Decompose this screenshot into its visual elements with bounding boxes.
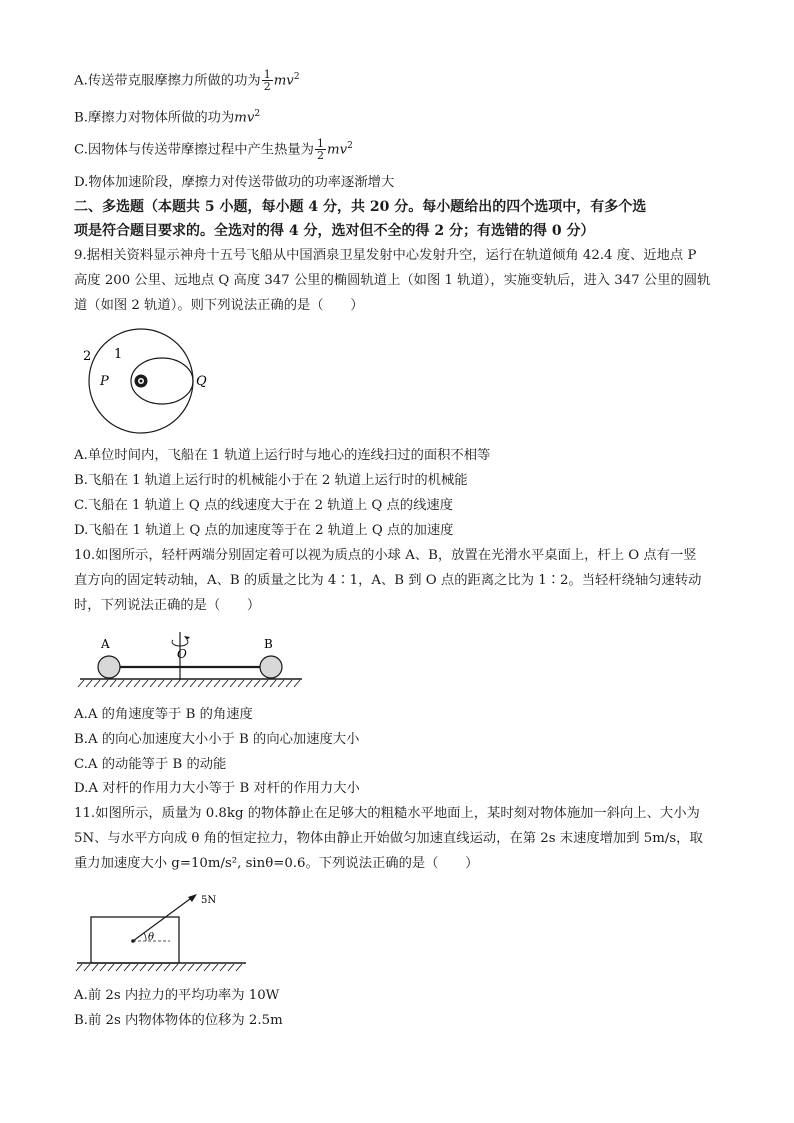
rod-diagram — [76, 630, 306, 690]
formula-mv: mv — [273, 73, 294, 89]
q9-option-c: C.飞船在 1 轨道上 Q 点的线速度大于在 2 轨道上 Q 点的线速度 — [74, 498, 453, 513]
label-ball-b: B — [264, 637, 273, 651]
q9-stem-line-1: 9.据相关资料显示神舟十五号飞船从中国酒泉卫星发射中心发射升空，运行在轨道倾角 42.4 度、近地点 P — [74, 248, 697, 263]
superscript: 2 — [254, 109, 261, 119]
label-axis-o: O — [177, 647, 187, 661]
ground-hatch — [78, 680, 300, 687]
q10-option-d: D.A 对杆的作用力大小等于 B 对杆的作用力大小 — [74, 781, 360, 796]
fraction-denominator: 2 — [316, 149, 324, 163]
q11-stem-line-1: 11.如图所示，质量为 0.8kg 的物体静止在足够大的粗糙水平地面上，某时刻对物体施加一斜向上、大小为 — [74, 806, 700, 821]
fraction-numerator: 1 — [316, 137, 324, 151]
fraction-numerator: 1 — [263, 68, 271, 82]
fraction-denominator: 2 — [263, 80, 271, 94]
label-point-p: P — [100, 374, 109, 389]
q8-option-a-text: A.传送带克服摩擦力所做的功为 — [74, 73, 261, 89]
ball-b — [260, 656, 282, 678]
superscript: 2 — [293, 72, 300, 82]
q10-stem-line-2: 直方向的固定转动轴，A、B 的质量之比为 4∶1，A、B 到 O 点的距离之比为 1∶2。当轻杆绕轴匀速转动 — [74, 573, 702, 588]
arrow-head-icon — [188, 894, 197, 902]
q10-stem-line-1: 10.如图所示，轻杆两端分别固定着可以视为质点的小球 A、B，放置在光滑水平桌面上，杆上 O 点有一竖 — [74, 548, 697, 563]
q9-stem-line-2: 高度 200 公里、远地点 Q 高度 347 公里的椭圆轨道上（如图 1 轨道），实施变轨后，进入 347 公里的圆轨 — [74, 273, 711, 288]
fraction-half — [315, 138, 326, 161]
formula-mv: mv — [326, 142, 348, 158]
q9-option-b: B.飞船在 1 轨道上运行时的机械能小于在 2 轨道上运行时的机械能 — [74, 473, 468, 488]
label-theta: θ — [148, 932, 155, 943]
fraction-half — [262, 69, 273, 92]
label-force: 5N — [201, 895, 217, 906]
q9-option-d: D.飞船在 1 轨道上 Q 点的加速度等于在 2 轨道上 Q 点的加速度 — [74, 523, 454, 538]
q11-stem-line-2: 5N、与水平方向成 θ 角的恒定拉力，物体由静止开始做匀加速直线运动，在第 2s 末速度增加到 5m/s，取 — [74, 831, 703, 846]
q9-option-a: A.单位时间内，飞船在 1 轨道上运行时与地心的连线扫过的面积不相等 — [74, 448, 491, 463]
ball-a — [98, 656, 120, 678]
q8-option-b — [74, 104, 724, 128]
q10-option-b: B.A 的向心加速度大小小于 B 的向心加速度大小 — [74, 732, 360, 747]
section-header-line-2: 项是符合题目要求的。全选对的得 4 分，选对但不全的得 2 分；有选错的得 0 分） — [74, 223, 595, 239]
q10-stem-line-3: 时，下列说法正确的是（ ） — [74, 598, 261, 613]
q10-option-a: A.A 的角速度等于 B 的角速度 — [74, 707, 253, 722]
label-point-q: Q — [196, 374, 207, 389]
q8-option-b-text: B.摩擦力对物体所做的功为 — [74, 110, 235, 126]
q9-stem-line-3: 道（如图 2 轨道）。则下列说法正确的是（ ） — [74, 298, 364, 313]
q11-option-b: B.前 2s 内物体物体的位移为 2.5m — [74, 1013, 283, 1028]
force-diagram — [74, 888, 249, 974]
q11-option-a: A.前 2s 内拉力的平均功率为 10W — [74, 988, 280, 1003]
ground-hatch — [76, 964, 242, 971]
formula-mv: mv — [234, 110, 255, 126]
q8-option-c-text: C.因物体与传送带摩擦过程中产生热量为 — [74, 142, 314, 158]
section-header-line-1: 二、多选题（本题共 5 小题，每小题 4 分，共 20 分。每小题给出的四个选项中，有多个选 — [74, 199, 647, 215]
q10-option-c: C.A 的动能等于 B 的动能 — [74, 757, 227, 772]
label-orbit-2: 2 — [83, 349, 92, 364]
q8-option-d: D.物体加速阶段，摩擦力对传送带做功的功率逐渐增大 — [74, 175, 395, 190]
orbit-diagram — [80, 326, 220, 438]
label-ball-a: A — [101, 637, 110, 651]
q8-option-a — [74, 67, 724, 92]
q11-stem-line-3: 重力加速度大小 g=10m/s², sinθ=0.6。下列说法正确的是（ ） — [74, 856, 479, 871]
label-orbit-1: 1 — [114, 347, 123, 362]
q8-option-c — [74, 136, 724, 161]
superscript: 2 — [347, 141, 353, 151]
application-point — [131, 939, 135, 943]
